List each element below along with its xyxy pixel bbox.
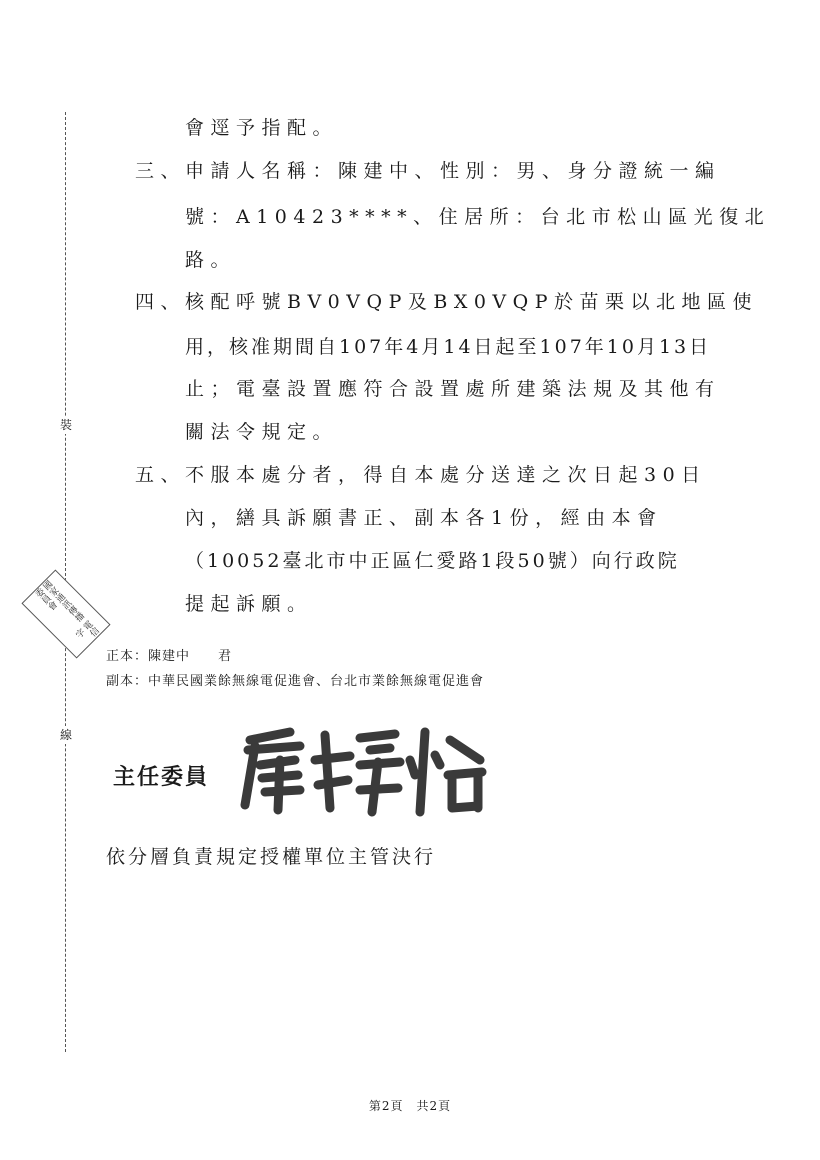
continuation-line: 會逕予指配。 xyxy=(185,117,339,139)
delegation-note: 依分層負責規定授權單位主管決行 xyxy=(106,846,437,868)
item5-line: 提起訴願。 xyxy=(185,593,313,615)
director-title: 主任委員 xyxy=(113,765,210,790)
item4-number: 四、 xyxy=(135,291,187,313)
item4-line: 關法令規定。 xyxy=(185,421,339,443)
seal-stamp-line1: 國家通訊傳播委員會 xyxy=(32,579,86,625)
item3-line: 號：A10423****、住居所：台北市松山區光復北 xyxy=(185,206,771,228)
item3-line: 申請人名稱：陳建中、性別：男、身分證統一編 xyxy=(185,160,721,182)
binding-mark-zhuang: 裝 xyxy=(59,418,72,432)
director-signature-stamp xyxy=(220,720,490,820)
item5-number: 五、 xyxy=(135,464,187,486)
item3-line: 路。 xyxy=(185,249,237,271)
page-number-footer: 第2頁 共2頁 xyxy=(368,1099,452,1113)
original-recipient: 正本：陳建中 君 xyxy=(106,649,233,664)
seal-stamp-line2: 電信字 xyxy=(72,619,100,641)
item5-line: （10052臺北市中正區仁愛路1段50號）向行政院 xyxy=(185,550,680,572)
item4-line: 用，核准期間自107年4月14日起至107年10月13日 xyxy=(185,336,712,358)
seal-stamp xyxy=(21,569,110,658)
binding-mark-xian: 線 xyxy=(59,728,72,742)
item5-line: 內，繕具訴願書正、副本各1份，經由本會 xyxy=(185,507,663,529)
copy-recipients: 副本：中華民國業餘無線電促進會、台北市業餘無線電促進會 xyxy=(106,674,485,689)
item5-line: 不服本處分者，得自本處分送達之次日起30日 xyxy=(185,464,707,486)
item3-number: 三、 xyxy=(135,160,187,182)
item4-line: 核配呼號BV0VQP及BX0VQP於苗栗以北地區使 xyxy=(185,291,759,313)
signature-calligraphy xyxy=(220,720,490,820)
item4-line: 止；電臺設置應符合設置處所建築法規及其他有 xyxy=(185,378,721,400)
